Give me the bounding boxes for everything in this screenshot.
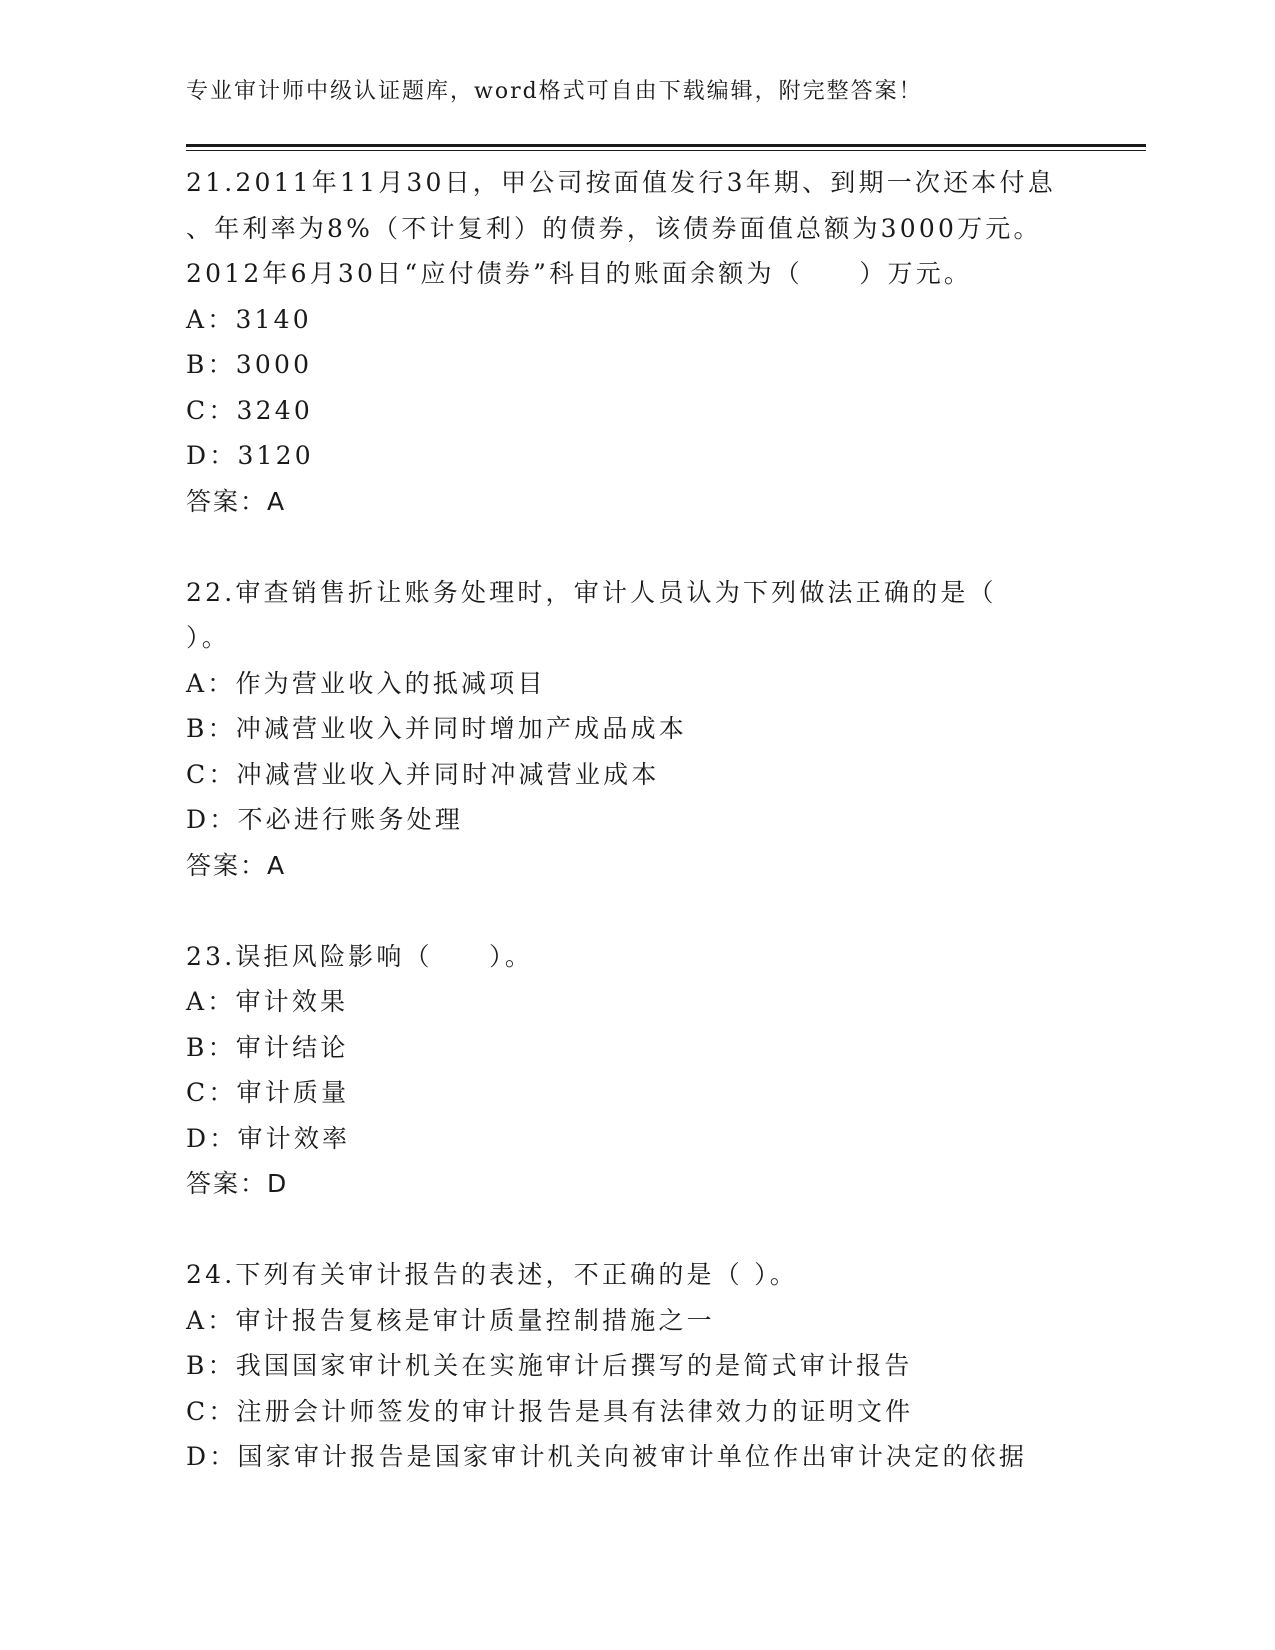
question-stem bbox=[186, 160, 1086, 297]
question-stem bbox=[186, 570, 1086, 661]
option-b: B：审计结论 bbox=[186, 1032, 349, 1062]
question-stem bbox=[186, 1252, 1086, 1298]
option-a: A：作为营业收入的抵减项目 bbox=[186, 668, 546, 698]
option-b: B：3000 bbox=[186, 350, 313, 379]
option-a: A：审计效果 bbox=[186, 987, 349, 1016]
answer: 答案：A bbox=[186, 486, 287, 516]
option-d: D：3120 bbox=[186, 441, 314, 470]
option-a: A：审计报告复核是审计质量控制措施之一 bbox=[186, 1305, 715, 1335]
question-21 bbox=[186, 160, 1086, 524]
stem-line: ）。 bbox=[186, 623, 230, 652]
option-d: D：审计效率 bbox=[186, 1123, 351, 1153]
option-d: D：不必进行账务处理 bbox=[186, 805, 464, 834]
option-d: D：国家审计报告是国家审计机关向被审计单位作出审计决定的依据 bbox=[186, 1442, 1028, 1471]
stem-line: 23.误拒风险影响（ ）。 bbox=[186, 941, 534, 971]
option-b: B：我国国家审计机关在实施审计后撰写的是简式审计报告 bbox=[186, 1351, 913, 1380]
spacer bbox=[186, 1207, 1086, 1253]
stem-line: 、年利率为8%（不计复利）的债券，该债券面值总额为3000万元。 bbox=[186, 213, 1042, 243]
stem-line: 2012年6月30日“应付债券”科目的账面余额为（ ）万元。 bbox=[186, 259, 973, 288]
question-list bbox=[186, 160, 1086, 1480]
question-22 bbox=[186, 570, 1086, 889]
spacer bbox=[186, 888, 1086, 934]
stem-line: 21.2011年11月30日，甲公司按面值发行3年期、到期一次还本付息 bbox=[186, 168, 1056, 197]
question-23 bbox=[186, 934, 1086, 1207]
page-header: 专业审计师中级认证题库，word格式可自由下载编辑，附完整答案！ bbox=[186, 79, 923, 104]
answer: 答案：A bbox=[186, 850, 287, 880]
spacer bbox=[186, 524, 1086, 570]
option-c: C：审计质量 bbox=[186, 1078, 350, 1107]
option-b: B：冲减营业收入并同时增加产成品成本 bbox=[186, 714, 687, 743]
header-rule-thick bbox=[186, 144, 1146, 147]
question-24 bbox=[186, 1252, 1086, 1480]
option-c: C：3240 bbox=[186, 395, 313, 425]
question-stem bbox=[186, 934, 1086, 980]
answer: 答案：D bbox=[186, 1169, 289, 1198]
option-c: C：冲减营业收入并同时冲减营业成本 bbox=[186, 759, 660, 789]
header-rule-thin bbox=[186, 150, 1146, 151]
stem-line: 24.下列有关审计报告的表述，不正确的是（ ）。 bbox=[186, 1260, 799, 1289]
option-c: C：注册会计师签发的审计报告是具有法律效力的证明文件 bbox=[186, 1396, 914, 1426]
stem-line: 22.审查销售折让账务处理时，审计人员认为下列做法正确的是（ bbox=[186, 577, 997, 607]
option-a: A：3140 bbox=[186, 304, 312, 334]
